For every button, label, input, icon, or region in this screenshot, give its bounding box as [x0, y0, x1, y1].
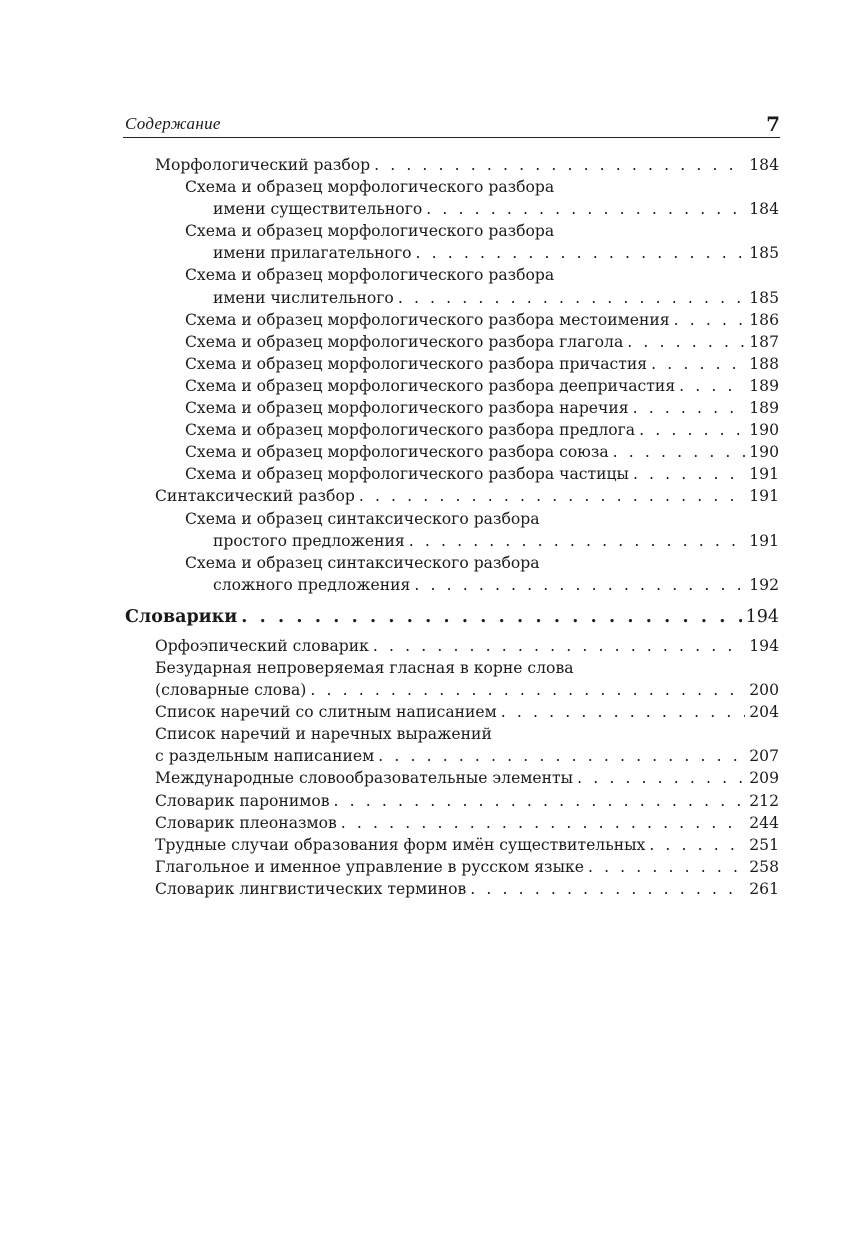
toc-entry-title: Глагольное и именное управление в русском языке	[155, 857, 584, 876]
toc-section[interactable]	[0, 606, 845, 635]
toc-page-number: 184	[749, 200, 779, 219]
dot-leader	[416, 242, 746, 264]
dot-leader	[588, 856, 745, 878]
toc-entry[interactable]	[0, 508, 845, 552]
toc-entry-title: Словарик плеоназмов	[155, 813, 337, 832]
toc-page-number: 261	[749, 879, 779, 898]
toc-entry-title: Схема и образец морфологического разбора причастия	[185, 354, 648, 373]
dot-leader	[639, 419, 745, 441]
toc-entry-title-continuation: с раздельным написанием	[155, 747, 375, 766]
dot-leader	[501, 701, 745, 723]
toc-page-number: 192	[749, 575, 779, 594]
dot-leader	[398, 287, 745, 309]
toc-page-number: 189	[749, 399, 779, 418]
dot-leader	[378, 745, 745, 767]
toc-page-number: 209	[749, 769, 779, 788]
toc-entry-title: Схема и образец морфологического разбора	[185, 222, 555, 241]
toc-page-number: 188	[749, 354, 779, 373]
toc-entry-title-continuation: простого предложения	[213, 531, 405, 550]
toc-entry[interactable]	[0, 309, 845, 331]
toc-page-number: 191	[749, 531, 779, 550]
toc-entry[interactable]	[0, 353, 845, 375]
dot-leader	[627, 331, 745, 353]
toc-entry-title: Орфоэпический словарик	[155, 636, 369, 655]
toc-page-number: 194	[745, 606, 779, 627]
toc-page-number: 186	[749, 310, 779, 329]
page-number: 7	[766, 112, 780, 136]
dot-leader	[373, 635, 745, 657]
toc-entry[interactable]	[0, 331, 845, 353]
toc-page-number: 191	[749, 487, 779, 506]
toc-entry[interactable]	[0, 635, 845, 657]
toc-page-number: 258	[749, 857, 779, 876]
toc-entry-title: Схема и образец морфологического разбора союза	[185, 443, 609, 462]
toc-page-number: 185	[749, 288, 779, 307]
dot-leader	[651, 353, 745, 375]
toc-page-number: 244	[749, 813, 779, 832]
dot-leader	[426, 198, 745, 220]
toc-entry[interactable]	[0, 790, 845, 812]
toc-entry-title: Международные словообразовательные элементы	[155, 769, 574, 788]
toc-entry-title-continuation: сложного предложения	[213, 575, 411, 594]
toc-page-number: 212	[749, 791, 779, 810]
toc-page-number: 184	[749, 156, 779, 174]
dot-leader	[470, 878, 745, 900]
toc-entry-title-continuation: имени существительного	[213, 200, 423, 219]
toc-entry-title: Синтаксический разбор	[155, 487, 355, 506]
toc-entry-title: Схема и образец синтаксического разбора	[185, 509, 540, 528]
dot-leader	[577, 767, 745, 789]
toc-page-number: 194	[749, 636, 779, 655]
toc-page-number: 251	[749, 835, 779, 854]
toc-entry[interactable]	[0, 375, 845, 397]
toc-entry[interactable]	[0, 723, 845, 767]
toc-entry-title: Трудные случаи образования форм имён существительных	[155, 835, 646, 854]
toc-entry-title: Схема и образец морфологического разбора деепричастия	[185, 376, 676, 395]
toc-entry[interactable]	[0, 767, 845, 789]
toc-page-number: 207	[749, 747, 779, 766]
dot-leader	[334, 790, 746, 812]
toc-entry[interactable]	[0, 154, 845, 176]
toc-entry-title: Словарик лингвистических терминов	[155, 879, 467, 898]
dot-leader	[414, 574, 745, 596]
toc-entry-title: Список наречий со слитным написанием	[155, 703, 497, 722]
toc-entry[interactable]	[0, 264, 845, 308]
dot-leader	[679, 375, 745, 397]
toc-entry[interactable]	[0, 878, 845, 900]
toc-entry-title: Схема и образец морфологического разбора предлога	[185, 421, 636, 440]
toc-page-number: 190	[749, 443, 779, 462]
toc-entry-title-continuation: имени прилагательного	[213, 244, 412, 263]
toc-page-number: 191	[749, 465, 779, 484]
toc-entry[interactable]	[0, 485, 845, 507]
dot-leader	[310, 679, 745, 701]
toc-page-number: 204	[749, 703, 779, 722]
toc-entry-title: Схема и образец морфологического разбора глагола	[185, 332, 624, 351]
toc-entry[interactable]	[0, 220, 845, 264]
dot-leader	[241, 606, 741, 628]
toc-page-number: 189	[749, 376, 779, 395]
toc-page-number: 200	[749, 681, 779, 700]
toc-entry-title: Безударная непроверяемая гласная в корне слова	[155, 658, 574, 677]
toc-entry-title: Схема и образец морфологического разбора частицы	[185, 465, 629, 484]
toc-entry-title: Схема и образец синтаксического разбора	[185, 553, 540, 572]
dot-leader	[649, 834, 745, 856]
toc-entry[interactable]	[0, 419, 845, 441]
dot-leader	[674, 309, 746, 331]
running-header-title: Содержание	[125, 114, 221, 133]
toc-entry[interactable]	[0, 463, 845, 485]
toc-entry-title: Список наречий и наречных выражений	[155, 725, 492, 744]
toc-entry[interactable]	[0, 856, 845, 878]
toc-entry-title: Схема и образец морфологического разбора	[185, 266, 555, 285]
dot-leader	[374, 154, 745, 176]
dot-leader	[359, 485, 745, 507]
toc-entry[interactable]	[0, 441, 845, 463]
toc-entry[interactable]	[0, 552, 845, 596]
toc-entry-title: Словарики	[125, 606, 238, 627]
toc-entry[interactable]	[0, 397, 845, 419]
dot-leader	[409, 530, 746, 552]
toc-entry[interactable]	[0, 812, 845, 834]
toc-entry[interactable]	[0, 701, 845, 723]
toc-entry-title-continuation: имени числительного	[213, 288, 394, 307]
toc-entry[interactable]	[0, 834, 845, 856]
dot-leader	[633, 397, 746, 419]
toc-page-number: 187	[749, 332, 779, 351]
toc-entry[interactable]	[0, 176, 845, 220]
toc-page-number: 190	[749, 421, 779, 440]
dot-leader	[633, 463, 745, 485]
dot-leader	[613, 441, 746, 463]
toc-entry-title-continuation: (словарные слова)	[155, 681, 307, 700]
toc-entry[interactable]	[0, 657, 845, 701]
running-header	[123, 112, 780, 138]
table-of-contents	[0, 154, 845, 900]
toc-entry-title: Схема и образец морфологического разбора	[185, 178, 555, 197]
toc-entry-title: Морфологический разбор	[155, 156, 371, 174]
toc-entry-title: Схема и образец морфологического разбора местоимения	[185, 310, 670, 329]
dot-leader	[341, 812, 745, 834]
toc-entry-title: Словарик паронимов	[155, 791, 330, 810]
toc-entry-title: Схема и образец морфологического разбора наречия	[185, 399, 629, 418]
toc-page-number: 185	[749, 244, 779, 263]
